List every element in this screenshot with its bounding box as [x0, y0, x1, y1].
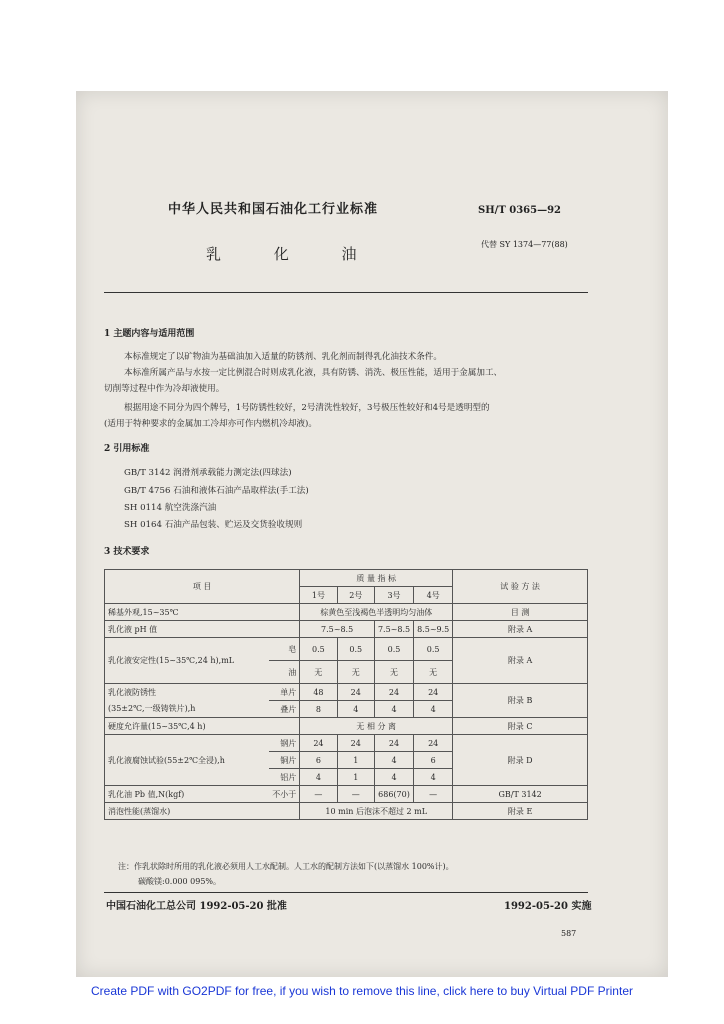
table-header-row [105, 570, 588, 587]
cell-value: 无 [414, 661, 453, 684]
cell-value: 7.5~8.5 [374, 621, 413, 638]
row-label: 乳化液防锈性 [105, 684, 270, 701]
cell-method: 附录 B [453, 684, 588, 718]
paragraph: 切削等过程中作为冷却液使用。 [104, 384, 225, 394]
row-label: 硬度允许量(15~35℃,4 h) [105, 718, 300, 735]
cell-method: 附录 A [453, 638, 588, 684]
page-number: 587 [561, 929, 577, 938]
row-label: (35±2℃,一级铸铁片),h [105, 701, 270, 718]
cell-value: 4 [414, 701, 453, 718]
grade-4: 4号 [414, 587, 453, 604]
table-row [105, 803, 588, 820]
paragraph: 本标准规定了以矿物油为基础油加入适量的防锈剂、乳化剂而制得乳化油技术条件。 [124, 352, 442, 362]
cell-value: — [300, 786, 337, 803]
replaces-note: 代替 SY 1374—77(88) [481, 240, 568, 249]
row-sublabel: 叠片 [269, 701, 300, 718]
cell-value: 8.5~9.5 [414, 621, 453, 638]
cell-value: 24 [337, 684, 374, 701]
cell-value: 无 [374, 661, 413, 684]
table-row [105, 604, 588, 621]
cell-value: 24 [374, 684, 413, 701]
row-label: 乳化液腐蚀试验(55±2℃全浸),h [105, 735, 270, 786]
cell-value: 4 [337, 701, 374, 718]
paragraph: 本标准所属产品与水按一定比例混合时则成乳化液，具有防锈、消洗、极压性能，适用于金属加工、 [124, 368, 503, 378]
cell-value: 10 min 后泡沫不超过 2 mL [300, 803, 453, 820]
cell-value: 24 [414, 735, 453, 752]
cell-value: 0.5 [300, 638, 337, 661]
row-label: 消泡性能(蒸馏水) [105, 803, 300, 820]
cell-value: 棕黄色至浅褐色半透明均匀油体 [300, 604, 453, 621]
standard-header-title: 中华人民共和国石油化工行业标准 [168, 202, 379, 217]
cell-method: 附录 A [453, 621, 588, 638]
grade-2: 2号 [337, 587, 374, 604]
cell-value: 4 [374, 701, 413, 718]
cell-value: 4 [300, 769, 337, 786]
row-sublabel: 铜片 [269, 752, 300, 769]
cell-value: 24 [337, 735, 374, 752]
row-label: 乳化油 Pb 值,N(kgf) [105, 786, 270, 803]
row-label: 稀基外观,15~35℃ [105, 604, 300, 621]
cell-method: 附录 E [453, 803, 588, 820]
cell-value: 4 [374, 769, 413, 786]
cell-value: 6 [414, 752, 453, 769]
reference-item: GB/T 3142 润滑剂承载能力测定法(四球法) [124, 468, 292, 478]
cell-value: 无 相 分 离 [300, 718, 453, 735]
paragraph: (适用于特种要求的金属加工冷却亦可作内燃机冷却液)。 [104, 419, 317, 429]
section-1-title: 1 主题内容与适用范围 [104, 329, 195, 339]
cell-value: 0.5 [414, 638, 453, 661]
header-quality-index: 质 量 指 标 [300, 570, 453, 587]
technical-requirements-table [104, 569, 588, 820]
grade-1: 1号 [300, 587, 337, 604]
row-sublabel: 单片 [269, 684, 300, 701]
row-label: 乳化液安定性(15~35℃,24 h),mL [105, 638, 270, 684]
row-sublabel: 铝片 [269, 769, 300, 786]
implementation-date: 1992-05-20 实施 [504, 901, 592, 912]
cell-value: — [414, 786, 453, 803]
cell-value: 4 [414, 769, 453, 786]
cell-value: 686(70) [374, 786, 413, 803]
table-note: 注：作乳状除时所用的乳化液必须用人工水配制。人工水的配制方法如下(以蒸馏水 100%计)。 [118, 862, 454, 871]
standard-code: SH/T 0365—92 [478, 205, 561, 216]
cell-value: 1 [337, 752, 374, 769]
cell-value: — [337, 786, 374, 803]
cell-method: GB/T 3142 [453, 786, 588, 803]
cell-value: 无 [337, 661, 374, 684]
reference-item: GB/T 4756 石油和液体石油产品取样法(手工法) [124, 486, 309, 496]
table-row [105, 718, 588, 735]
table-row [105, 735, 588, 752]
paragraph: 根据用途不同分为四个牌号，1号防锈性较好，2号清洗性较好，3号极压性较好和4号是透明型的 [124, 403, 490, 413]
cell-value: 48 [300, 684, 337, 701]
cell-value: 24 [374, 735, 413, 752]
header-item: 项 目 [105, 570, 300, 604]
row-label: 乳化液 pH 值 [105, 621, 300, 638]
scanned-page [76, 91, 668, 977]
cell-value: 7.5~8.5 [300, 621, 375, 638]
cell-value: 24 [300, 735, 337, 752]
row-sublabel: 钢片 [269, 735, 300, 752]
header-test-method: 试 验 方 法 [453, 570, 588, 604]
reference-item: SH 0164 石油产品包装、贮运及交货验收规则 [124, 520, 303, 530]
header-divider [104, 292, 588, 293]
footer-divider [104, 892, 588, 893]
reference-item: SH 0114 航空洗涤汽油 [124, 503, 217, 513]
cell-value: 0.5 [374, 638, 413, 661]
row-sublabel: 皂 [269, 638, 300, 661]
table-note: 碳酸镁:0.000 095%。 [138, 877, 222, 886]
cell-value: 无 [300, 661, 337, 684]
cell-value: 4 [374, 752, 413, 769]
grade-3: 3号 [374, 587, 413, 604]
row-sublabel: 不小于 [269, 786, 300, 803]
table-row [105, 621, 588, 638]
table-row [105, 786, 588, 803]
row-sublabel: 油 [269, 661, 300, 684]
cell-method: 目 测 [453, 604, 588, 621]
cell-method: 附录 C [453, 718, 588, 735]
approval-date: 中国石油化工总公司 1992-05-20 批准 [106, 901, 287, 912]
table-row [105, 684, 588, 701]
cell-value: 8 [300, 701, 337, 718]
pdf-watermark-link[interactable]: Create PDF with GO2PDF for free, if you wish to remove this line, click here to buy Virtual PDF Printer [91, 984, 633, 998]
section-3-title: 3 技术要求 [104, 547, 150, 557]
section-2-title: 2 引用标准 [104, 444, 150, 454]
cell-value: 6 [300, 752, 337, 769]
document-title: 乳 化 油 [206, 245, 358, 263]
table-row [105, 638, 588, 661]
cell-value: 24 [414, 684, 453, 701]
cell-method: 附录 D [453, 735, 588, 786]
cell-value: 0.5 [337, 638, 374, 661]
cell-value: 1 [337, 769, 374, 786]
